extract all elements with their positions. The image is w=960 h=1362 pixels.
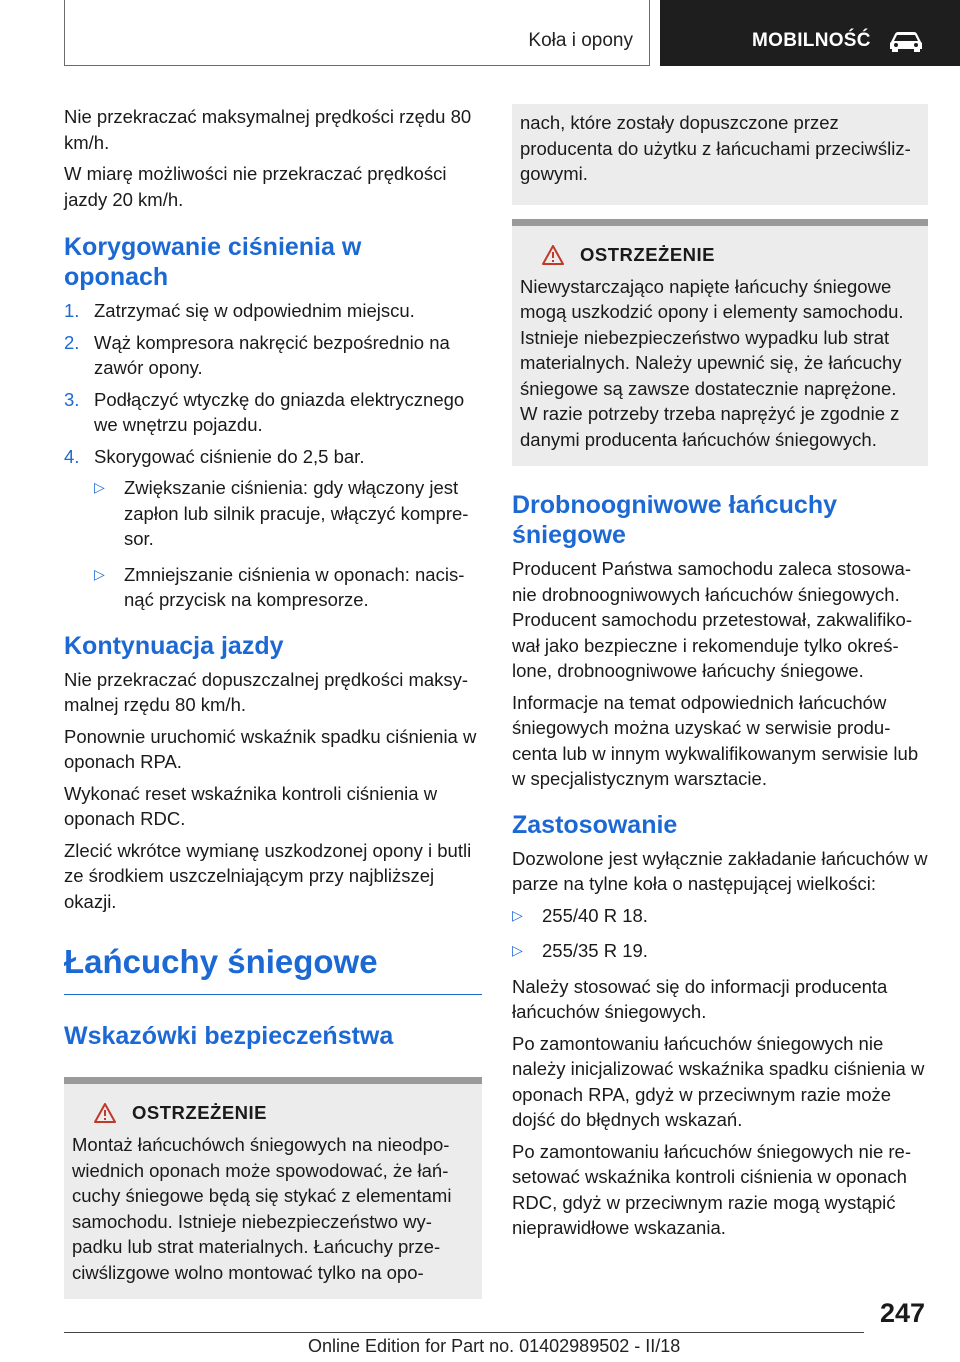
list-item: 1. Zatrzymać się w odpowiednim miejscu. bbox=[64, 300, 415, 321]
right-column bbox=[512, 104, 928, 1247]
usage-paragraph: Po zamontowaniu łańcuchów śniegowych nie re-setować wskaźnika kontroli ciśnienia w oponach RDC, gdyż w przeciwnym razie mogą wystąpić nieprawidłowe wskazania. bbox=[512, 1140, 911, 1238]
heading-safety-notes: Wskazówki bezpieczeństwa bbox=[64, 1022, 394, 1050]
list-item: ▷ 255/40 R 18. bbox=[512, 903, 928, 929]
continue-paragraph: Zlecić wkrótce wymianę uszkodzonej opony i butli ze środkiem uszczelniającym przy najbliższej okazji. bbox=[64, 839, 472, 912]
triangle-bullet-icon: ▷ bbox=[512, 942, 523, 958]
list-item: 3. Podłączyć wtyczkę do gniazda elektrycznego we wnętrzu pojazdu. bbox=[64, 388, 465, 435]
footer-divider bbox=[64, 1332, 864, 1333]
warning-box bbox=[64, 1077, 482, 1299]
warning-box-continued bbox=[512, 104, 928, 205]
warning-box bbox=[512, 219, 928, 467]
list-item: ▷ Zmniejszanie ciśnienia w oponach: nacis-nąć przycisk na kompresorze. bbox=[94, 563, 465, 610]
steps-list bbox=[64, 298, 482, 469]
warning-text: nach, które zostały dopuszczone przez producenta do użytku z łańcuchami przeciwśliz-gowymi. bbox=[520, 112, 911, 184]
warning-triangle-icon bbox=[542, 245, 564, 265]
heading-usage: Zastosowanie bbox=[512, 810, 678, 839]
tire-size-list bbox=[512, 903, 928, 964]
heading-adjust-pressure: Korygowanie ciśnienia w oponach bbox=[64, 233, 362, 291]
warning-title: OSTRZEŻENIE bbox=[132, 1102, 268, 1123]
heading-continue-driving: Kontynuacja jazdy bbox=[64, 631, 284, 660]
page-number: 247 bbox=[880, 1298, 926, 1328]
header-section-box bbox=[64, 0, 650, 66]
continue-paragraph: Nie przekraczać dopuszczalnej prędkości maksy-malnej rzędu 80 km/h. bbox=[64, 668, 469, 715]
triangle-bullet-icon: ▷ bbox=[512, 906, 523, 923]
list-item: ▷ 255/35 R 19. bbox=[512, 938, 928, 964]
usage-intro: Dozwolone jest wyłącznie zakładanie łańcuchów w parze na tylne koła o następującej wielkości: bbox=[512, 847, 928, 894]
usage-paragraph: Po zamontowaniu łańcuchów śniegowych nie należy inicjalizować wskaźnika spadku ciśnienia w oponach RPA, gdyż w przeciwnym razie może dojść do błędnych wskazań. bbox=[512, 1032, 925, 1130]
warning-text: Montaż łańcuchówch śniegowych na nieodpo-wiednich oponach może spowodować, że łań-cuchy śniegowe będą się stykać z elementami samochodu. Istnieje niebezpieczeństwo wy-padku lub strat materialnych. Łańcuchy prze-ciwślizgowe wolno montować tylko na opo- bbox=[72, 1134, 452, 1283]
warning-title: OSTRZEŻENIE bbox=[580, 243, 716, 265]
triangle-bullet-icon: ▷ bbox=[94, 479, 105, 495]
fine-paragraph: Informacje na temat odpowiednich łańcuchów śniegowych można uzyskać w serwisie produ-centa lub w innym wykwalifikowanym serwisie lub w specjalistycznym warsztacie. bbox=[512, 691, 919, 789]
heading-snow-chains: Łańcuchy śniegowe bbox=[64, 942, 482, 995]
warning-triangle-icon bbox=[94, 1103, 116, 1123]
list-item: ▷ Zwiększanie ciśnienia: gdy włączony jest zapłon lub silnik pracuje, włączyć kompre-sor. bbox=[94, 477, 469, 549]
header-chapter-box bbox=[660, 0, 960, 66]
left-column bbox=[64, 104, 482, 1299]
car-icon bbox=[888, 30, 924, 52]
intro-paragraph-2: W miarę możliwości nie przekraczać prędkości jazdy 20 km/h. bbox=[64, 163, 447, 210]
continue-paragraph: Wykonać reset wskaźnika kontroli ciśnienia w oponach RDC. bbox=[64, 782, 438, 829]
list-item: 4. Skorygować ciśnienie do 2,5 bar. bbox=[64, 445, 365, 467]
usage-paragraph: Należy stosować się do informacji producenta łańcuchów śniegowych. bbox=[512, 975, 888, 1022]
edition-note: Online Edition for Part no. 01402989502 - II/18 bbox=[308, 1336, 681, 1356]
pressure-sub-list bbox=[94, 475, 482, 613]
heading-fine-link-chains: Drobnoogniwowe łańcuchy śniegowe bbox=[512, 491, 838, 549]
section-title: Koła i opony bbox=[528, 30, 633, 51]
chapter-title: MOBILNOŚĆ bbox=[752, 30, 871, 51]
triangle-bullet-icon: ▷ bbox=[94, 565, 105, 582]
continue-paragraph: Ponownie uruchomić wskaźnik spadku ciśnienia w oponach RPA. bbox=[64, 725, 477, 772]
intro-paragraph-1: Nie przekraczać maksymalnej prędkości rzędu 80 km/h. bbox=[64, 106, 472, 153]
warning-text: Niewystarczająco napięte łańcuchy śniegowe mogą uszkodzić opony i elementy samochodu. Istnieje niebezpieczeństwo wypadku lub strat materialnych. Należy upewnić się, że łańcuchy śniegowe są zawsze dostatecznie naprężone. W razie potrzeby trzeba naprężyć je zgodnie z danymi producenta łańcuchów śniegowych. bbox=[520, 275, 904, 450]
list-item: 2. Wąż kompresora nakręcić bezpośrednio na zawór opony. bbox=[64, 331, 450, 378]
fine-paragraph: Producent Państwa samochodu zaleca stosowa-nie drobnoogniwowych łańcuchów śniegowych. Producent samochodu przetestował, zakwalifiko-wał jako bezpieczne i rekomenduje tylko okreś-lone, drobnoogniwowe łańcuchy śniegowe. bbox=[512, 558, 912, 681]
